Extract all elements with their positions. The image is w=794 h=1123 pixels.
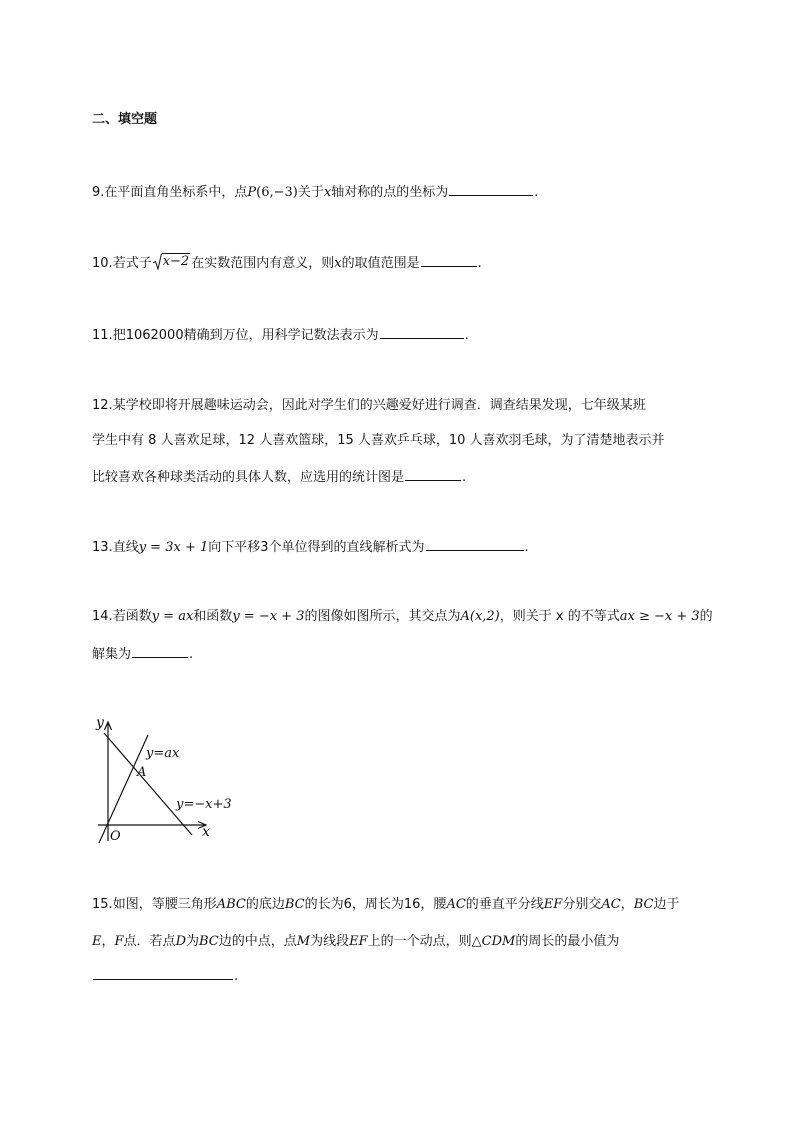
question-number: 10. [92,256,113,271]
question-10: 10.若式子 x−2 在实数范围内有意义，则x的取值范围是 . [92,254,482,271]
answer-blank[interactable] [132,644,188,658]
answer-blank[interactable] [449,182,533,196]
origin-label: O [110,829,121,844]
question-number: 11. [92,328,113,343]
question-11: 11.把1062000精确到万位，用科学记数法表示为 . [92,325,469,346]
question-12-line-3: 比较喜欢各种球类活动的具体人数，应选用的统计图是 . [92,467,466,488]
question-number: 9. [92,185,105,200]
answer-blank[interactable] [93,966,233,980]
question-number: 13. [92,540,113,555]
answer-blank[interactable] [426,537,524,551]
question-number: 12. [92,398,113,413]
answer-blank[interactable] [380,325,464,339]
question-15-line-2: E，F点．若点D为BC边的中点，点M为线段EF上的一个动点，则△CDM的周长的最小值为 [92,934,620,949]
line-y-ax [99,735,148,843]
question-15-line-1: 15.如图，等腰三角形ABC的底边BC的长为6，周长为16，腰AC的垂直平分线EF分别交AC，BC边于 [92,897,680,912]
question-14-line-2: 解集为 . [92,644,193,665]
answer-blank[interactable] [405,467,461,481]
question-15-line-3: . [92,966,238,987]
question-number: 15. [92,897,113,912]
question-12-line-1: 12.某学校即将开展趣味运动会，因此对学生们的兴趣爱好进行调查．调查结果发现，七年级某班 [92,398,646,413]
line-label-y-ax: y=ax [146,746,180,761]
y-axis-label: y [96,715,104,731]
function-graph-figure [94,713,244,848]
question-14-line-1: 14.若函数y = ax和函数y = −x + 3的图像如图所示，其交点为A(x,2)，则关于 x 的不等式ax ≥ −x + 3的 [92,609,713,624]
answer-blank[interactable] [421,253,477,267]
square-root: x−2 [153,253,191,270]
question-number: 14. [92,609,113,624]
question-12-line-2: 学生中有 8 人喜欢足球，12 人喜欢篮球，15 人喜欢乒乓球，10 人喜欢羽毛球，为了清楚地表示并 [92,433,665,448]
question-13: 13.直线y = 3x + 1向下平移3个单位得到的直线解析式为 . [92,537,529,558]
question-9: 9.在平面直角坐标系中，点P(6,−3)关于x轴对称的点的坐标为 . [92,182,538,203]
x-axis-label: x [202,824,210,840]
section-title: 二、填空题 [92,112,158,127]
point-a-label: A [137,765,147,780]
line-label-y-neg: y=−x+3 [176,797,232,812]
